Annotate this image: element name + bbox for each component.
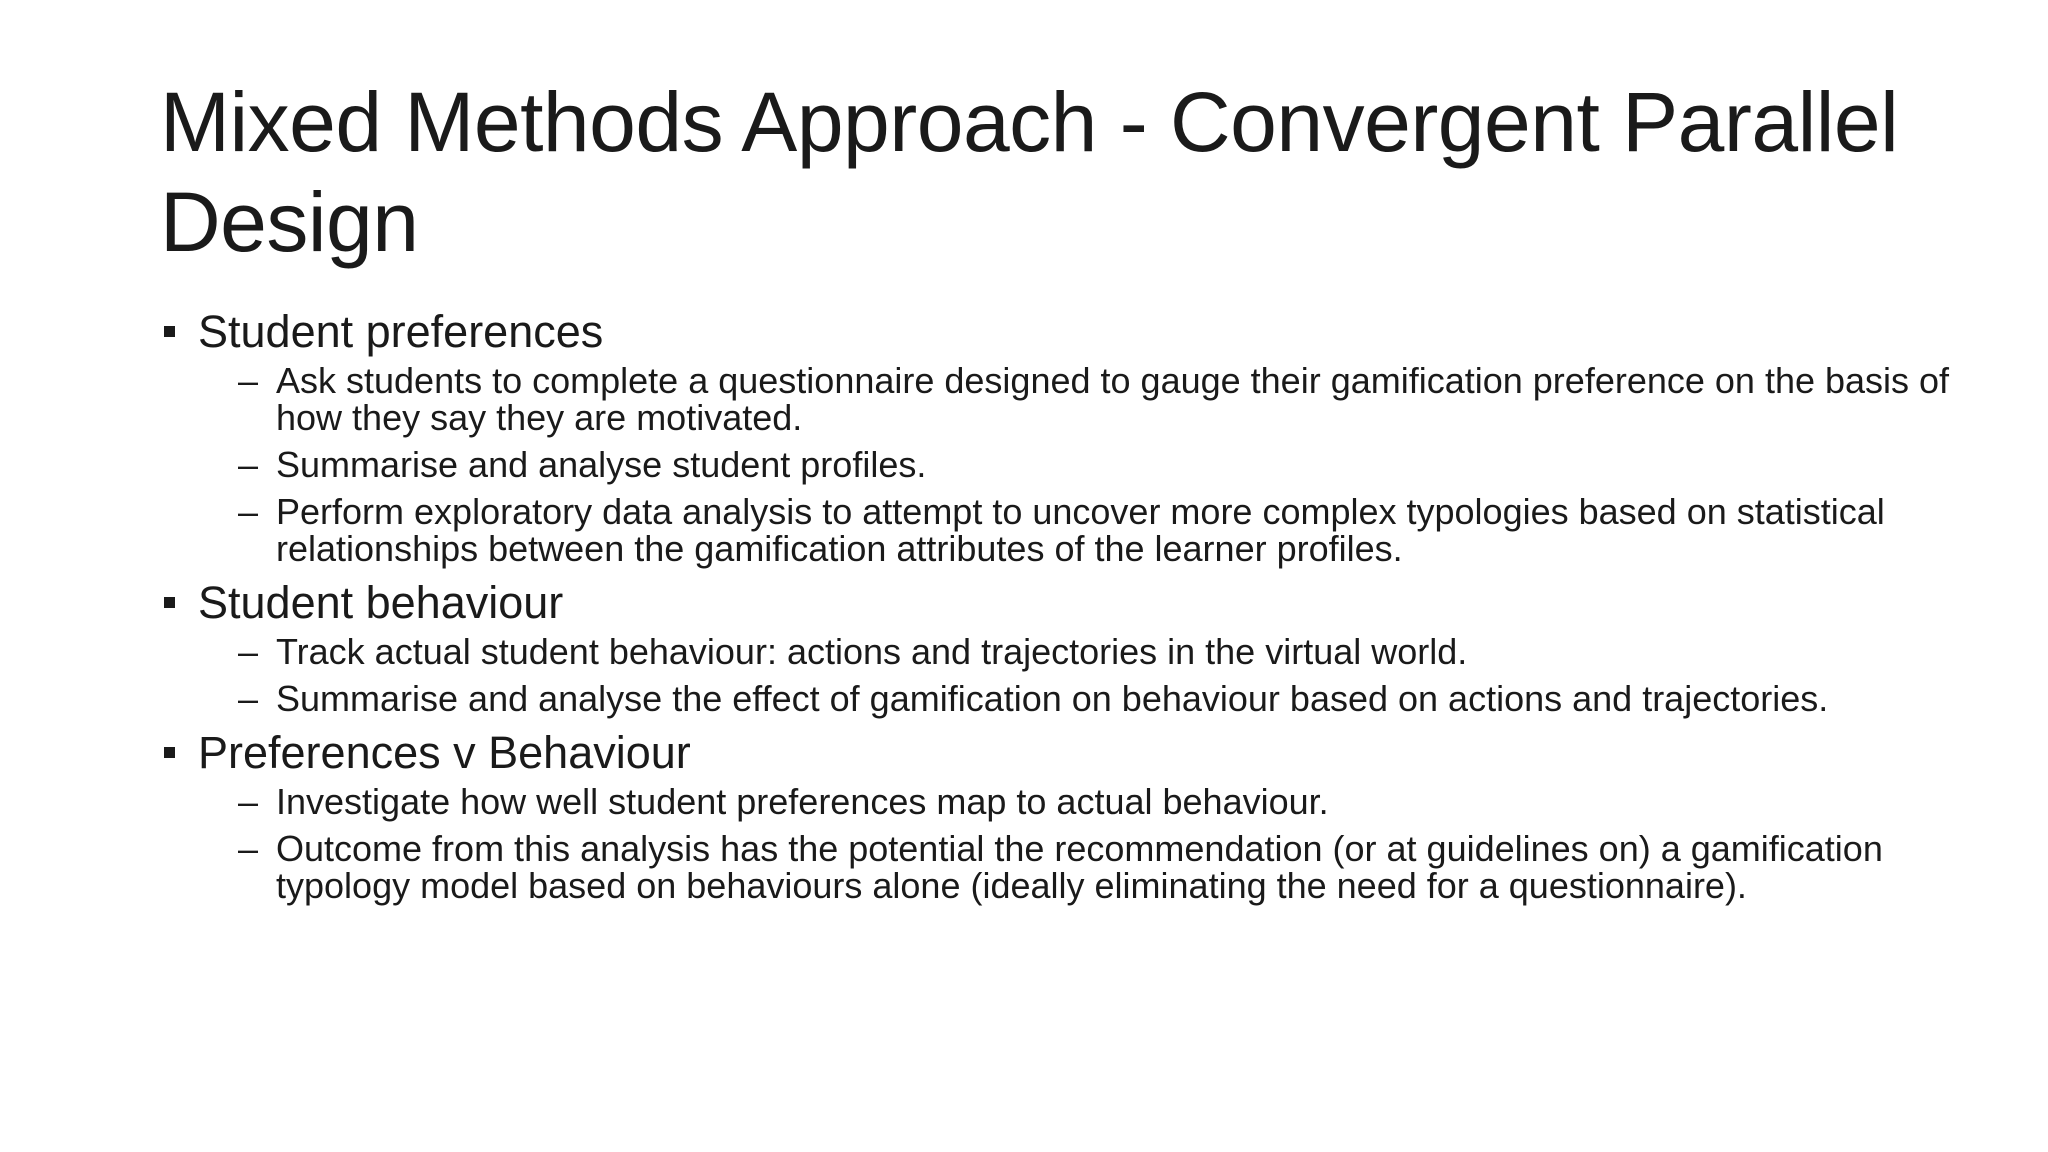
section-student-preferences [160, 306, 1960, 567]
dash-bullet-icon: – [238, 678, 259, 719]
square-bullet-icon [164, 747, 175, 758]
sub-bullet [160, 362, 1960, 436]
sub-bullet-text: Ask students to complete a questionnaire designed to gauge their gamification preference on the basis of how they say they are motivated. [276, 360, 1950, 438]
slide-title: Mixed Methods Approach - Convergent Parallel Design [160, 75, 1899, 269]
bullet-heading-text: Student behaviour [198, 577, 564, 628]
section-student-behaviour [160, 577, 1960, 717]
sub-bullet [160, 783, 1960, 820]
dash-bullet-icon: – [238, 360, 259, 401]
slide-body [160, 306, 1960, 914]
sub-bullet-text: Summarise and analyse the effect of gamification on behaviour based on actions and trajectories. [276, 678, 1829, 719]
sub-bullet-text: Summarise and analyse student profiles. [276, 444, 927, 485]
dash-bullet-icon: – [238, 828, 259, 869]
square-bullet-icon [164, 597, 175, 608]
sub-bullet [160, 680, 1960, 717]
section-preferences-v-behaviour [160, 727, 1960, 904]
sub-bullet-text: Track actual student behaviour: actions and trajectories in the virtual world. [276, 631, 1468, 672]
dash-bullet-icon: – [238, 631, 259, 672]
sub-bullet-list [160, 633, 1960, 717]
sub-bullet-list [160, 362, 1960, 567]
sub-bullet-text: Outcome from this analysis has the potential the recommendation (or at guidelines on) a gamification typology model based on behaviours alone (ideally eliminating the need for a questionnaire). [276, 828, 1883, 906]
sub-bullet [160, 633, 1960, 670]
sub-bullet [160, 493, 1960, 567]
square-bullet-icon [164, 326, 175, 337]
dash-bullet-icon: – [238, 781, 259, 822]
bullet-heading [160, 727, 1960, 779]
bullet-heading [160, 577, 1960, 629]
sub-bullet [160, 446, 1960, 483]
dash-bullet-icon: – [238, 491, 259, 532]
bullet-heading-text: Student preferences [198, 306, 604, 357]
bullet-heading-text: Preferences v Behaviour [198, 727, 691, 778]
sub-bullet-text: Perform exploratory data analysis to attempt to uncover more complex typologies based on statistical relationships between the gamification attributes of the learner profiles. [276, 491, 1885, 569]
bullet-heading [160, 306, 1960, 358]
sub-bullet-list [160, 783, 1960, 904]
sub-bullet [160, 830, 1960, 904]
sub-bullet-text: Investigate how well student preferences map to actual behaviour. [276, 781, 1329, 822]
dash-bullet-icon: – [238, 444, 259, 485]
